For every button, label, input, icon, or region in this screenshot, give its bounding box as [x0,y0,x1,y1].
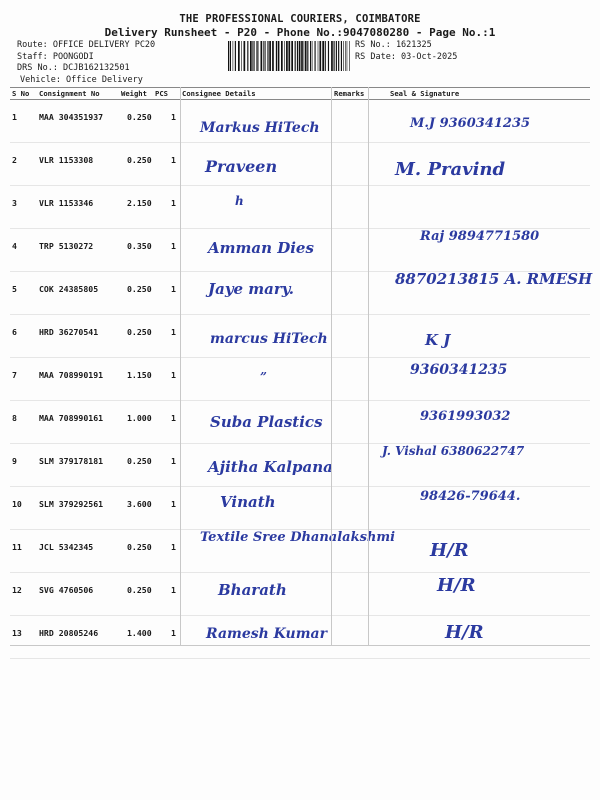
col-sno: S No [12,89,30,98]
signature-handwriting: H/R [437,575,476,596]
pieces-value: 1 [171,327,176,337]
consignee-handwriting: Praveen [205,157,278,176]
serial-number: 11 [12,542,22,552]
consignment-number: MAA 708990191 [39,370,104,380]
consignee-handwriting: Ajitha Kalpana [208,458,333,476]
col-consignment: Consignment No [39,89,100,98]
consignment-number: VLR 1153308 [39,155,94,165]
serial-number: 6 [12,327,17,337]
table-row [10,184,590,229]
table-row [10,141,590,186]
weight-value: 0.250 [127,284,152,294]
table-row [10,399,590,444]
serial-number: 5 [12,284,17,294]
column-divider [180,87,181,645]
consignee-handwriting: Textile Sree Dhanalakshmi [200,530,396,545]
serial-number: 9 [12,456,17,466]
table-row [10,98,590,143]
pieces-value: 1 [171,112,176,122]
consignee-handwriting: Ramesh Kumar [206,626,327,642]
consignment-number: VLR 1153346 [39,198,94,208]
signature-handwriting: K J [425,331,451,349]
vehicle-label: Vehicle: Office Delivery [20,74,143,85]
col-seal: Seal & Signature [390,89,460,98]
signature-handwriting: 98426-79644. [420,489,521,504]
col-weight: Weight [121,89,147,98]
signature-handwriting: J. Vishal 6380622747 [382,444,525,458]
table-row [10,270,593,315]
table-row [10,485,590,530]
col-remarks: Remarks [334,89,365,98]
company-title: THE PROFESSIONAL COURIERS, COIMBATORE [179,13,421,25]
weight-value: 3.600 [127,499,152,509]
weight-value: 1.000 [127,413,152,423]
consignment-number: HRD 20805246 [39,628,99,638]
consignment-number: HRD 36270541 [39,327,99,337]
pieces-value: 1 [171,542,176,552]
weight-value: 1.150 [127,370,152,380]
consignment-number: SLM 379178181 [39,456,104,466]
consignee-handwriting: Jaye mary. [208,280,295,298]
signature-handwriting: 8870213815 A. RMESH [395,270,593,288]
barcode-image [228,41,352,71]
weight-value: 0.250 [127,542,152,552]
column-divider [331,87,332,645]
serial-number: 1 [12,112,17,122]
weight-value: 0.250 [127,112,152,122]
consignee-handwriting: Amman Dies [208,239,314,257]
serial-number: 2 [12,155,17,165]
column-divider [368,87,369,645]
route-label: Route: OFFICE DELIVERY PC20 [17,40,156,50]
table-row [10,528,590,573]
weight-value: 2.150 [127,198,152,208]
consignee-handwriting: Suba Plastics [210,413,323,431]
signature-handwriting: M. Pravind [395,159,506,180]
signature-handwriting: H/R [445,622,484,643]
table-row [10,442,590,487]
staff-label: Staff: POONGODI [17,51,94,62]
route-info [17,40,155,86]
pieces-value: 1 [171,499,176,509]
consignee-handwriting: marcus HiTech [210,331,328,347]
consignment-number: SLM 379292561 [39,499,104,509]
pieces-value: 1 [171,198,176,208]
runsheet-subtitle: Delivery Runsheet - P20 - Phone No.:9047080280 - Page No.:1 [104,26,496,39]
signature-handwriting: 9361993032 [420,409,511,424]
weight-value: 0.250 [127,456,152,466]
consignment-number: MAA 304351937 [39,112,104,122]
signature-handwriting: 9360341235 [410,362,508,378]
weight-value: 0.250 [127,327,152,337]
serial-number: 4 [12,241,17,251]
consignee-handwriting: Vinath [220,493,276,511]
signature-handwriting: Raj 9894771580 [420,229,540,244]
col-pcs: PCS [155,89,168,98]
rs-number: RS No.: 1621325 [355,40,432,50]
consignee-handwriting: ” [260,370,267,384]
weight-value: 0.350 [127,241,152,251]
signature-handwriting: M.J 9360341235 [410,116,531,131]
table-row [10,571,590,616]
serial-number: 13 [12,628,22,638]
serial-number: 8 [12,413,17,423]
pieces-value: 1 [171,413,176,423]
pieces-value: 1 [171,241,176,251]
consignment-number: TRP 5130272 [39,241,94,251]
consignee-handwriting: Markus HiTech [200,120,320,136]
serial-number: 10 [12,499,22,509]
serial-number: 3 [12,198,17,208]
table-row [10,313,590,358]
pieces-value: 1 [171,370,176,380]
table-row [10,614,590,659]
weight-value: 1.400 [127,628,152,638]
consignment-number: SVG 4760506 [39,585,94,595]
drs-label: DRS No.: DCJB162132501 [17,63,130,73]
weight-value: 0.250 [127,585,152,595]
runsheet-table [10,87,593,643]
pieces-value: 1 [171,585,176,595]
serial-number: 12 [12,585,22,595]
table-row [10,227,590,272]
rs-date: RS Date: 03-Oct-2025 [355,51,458,62]
table-bottom-rule [10,645,590,646]
rs-info [355,40,457,63]
col-consignee: Consignee Details [182,89,256,98]
consignment-number: COK 24385805 [39,284,99,294]
consignment-number: JCL 5342345 [39,542,94,552]
signature-handwriting: H/R [430,540,469,561]
table-row [10,356,590,401]
pieces-value: 1 [171,284,176,294]
consignment-number: MAA 708990161 [39,413,104,423]
consignee-handwriting: h [235,194,244,208]
weight-value: 0.250 [127,155,152,165]
pieces-value: 1 [171,456,176,466]
consignee-handwriting: Bharath [218,581,287,599]
pieces-value: 1 [171,628,176,638]
serial-number: 7 [12,370,17,380]
pieces-value: 1 [171,155,176,165]
